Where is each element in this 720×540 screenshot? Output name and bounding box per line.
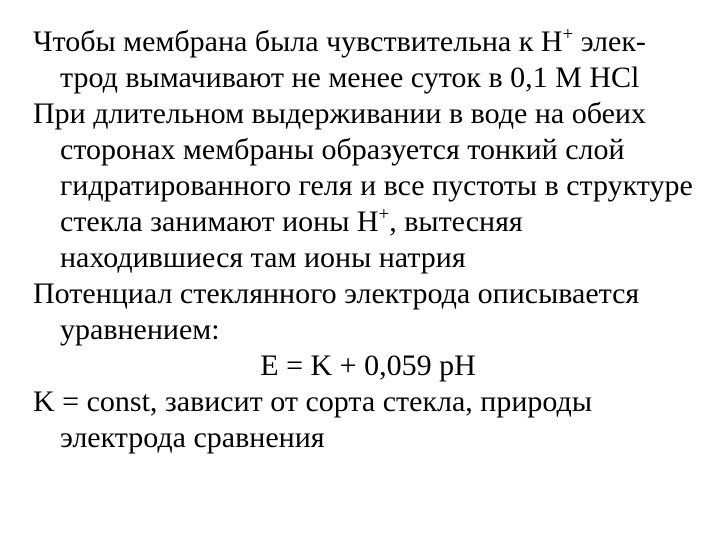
paragraph-soaking [33, 24, 703, 96]
paragraph-soaking-text-start: Чтобы мембрана была чувствительна к Н [33, 25, 563, 58]
nernst-formula: E = K + 0,059 pH [260, 349, 476, 382]
line-1-tail: элек- [573, 25, 646, 58]
paragraph-hydration-text-start: При длительном выдерживании в воде на обеих сторонах мембраны образуется тонкий слой гидратированного геля и все пустоты в структуре стекла занимают ионы Н [33, 97, 693, 238]
paragraph-hydration [33, 96, 703, 276]
hydrogen-ion-charge: + [378, 204, 390, 225]
line-2: трод вымачивают не менее суток в 0,1 М HCl [60, 61, 640, 94]
slide-text [33, 24, 703, 456]
paragraph-hydration-text-end: , вытесняя находившиеся там ионы натрия [60, 205, 523, 274]
paragraph-constant: K = const, зависит от сорта стекла, природы электрода сравнения [33, 385, 592, 454]
hydrogen-ion-charge: + [562, 24, 574, 45]
paragraph-potential: Потенциал стеклянного электрода описывается уравнением: [33, 277, 640, 346]
